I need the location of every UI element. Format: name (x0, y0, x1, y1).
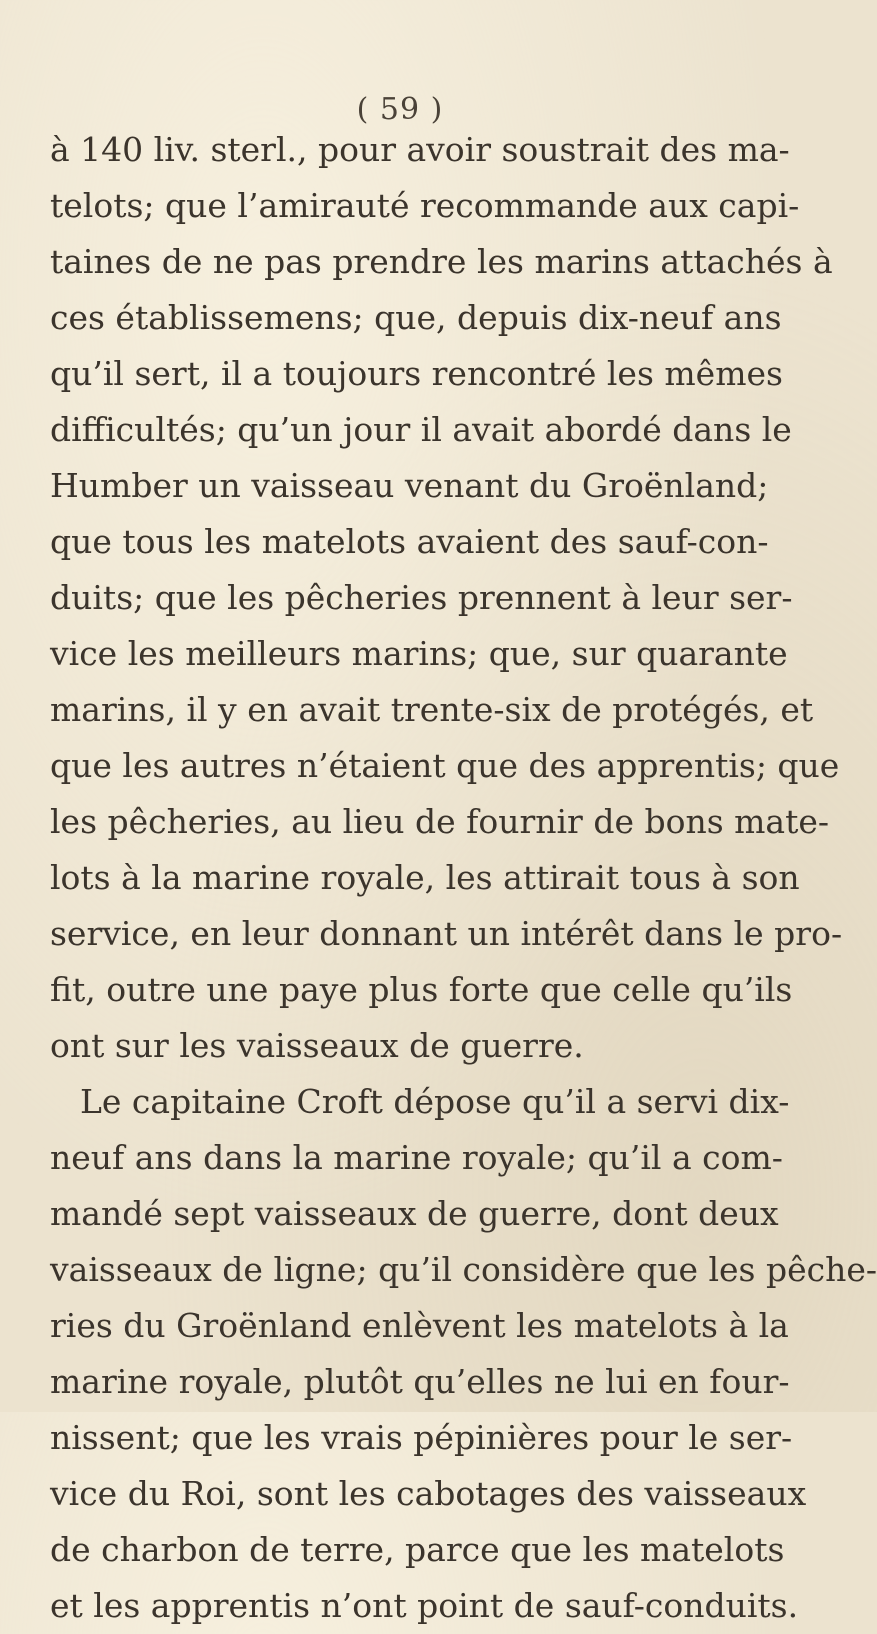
text-line: Humber un vaisseau venant du Groënland; (50, 466, 769, 505)
text-line: marins, il y en avait trente-six de protégés, et (50, 690, 814, 729)
text-line: taines de ne pas prendre les marins attachés à (50, 242, 833, 281)
text-line: à 140 liv. sterl., pour avoir soustrait des ma- (50, 130, 790, 169)
text-line: nissent; que les vrais pépinières pour le ser- (50, 1418, 793, 1457)
text-line: service, en leur donnant un intérêt dans le pro- (50, 914, 843, 953)
text-line: ont sur les vaisseaux de guerre. (50, 1026, 584, 1065)
text-line: lots à la marine royale, les attirait tous à son (50, 858, 800, 897)
text-line: fit, outre une paye plus forte que celle qu’ils (50, 970, 793, 1009)
text-line: duits; que les pêcheries prennent à leur ser- (50, 578, 793, 617)
text-line: ces établissemens; que, depuis dix-neuf ans (50, 298, 782, 337)
text-line: telots; que l’amirauté recommande aux capi- (50, 186, 800, 225)
text-line: les pêcheries, au lieu de fournir de bons mate- (50, 802, 830, 841)
text-line: marine royale, plutôt qu’elles ne lui en four- (50, 1362, 790, 1401)
text-line: que tous les matelots avaient des sauf-con- (50, 522, 769, 561)
text-line: ries du Groënland enlèvent les matelots à la (50, 1306, 789, 1345)
page-number: ( 59 ) (356, 92, 444, 127)
text-line: de charbon de terre, parce que les matelots (50, 1530, 785, 1569)
text-line: et les apprentis n’ont point de sauf-conduits. (50, 1586, 799, 1625)
body-text (50, 122, 877, 1634)
text-line: mandé sept vaisseaux de guerre, dont deux (50, 1194, 779, 1233)
text-line: Le capitaine Croft dépose qu’il a servi dix- (80, 1082, 790, 1121)
text-line: que les autres n’étaient que des apprentis; que (50, 746, 840, 785)
text-line: difficultés; qu’un jour il avait abordé dans le (50, 410, 792, 449)
text-line: vice les meilleurs marins; que, sur quarante (50, 634, 788, 673)
text-line: qu’il sert, il a toujours rencontré les mêmes (50, 354, 783, 393)
text-line: neuf ans dans la marine royale; qu’il a com- (50, 1138, 783, 1177)
text-line: vice du Roi, sont les cabotages des vaisseaux (50, 1474, 807, 1513)
text-line: vaisseaux de ligne; qu’il considère que les pêche- (50, 1250, 877, 1289)
